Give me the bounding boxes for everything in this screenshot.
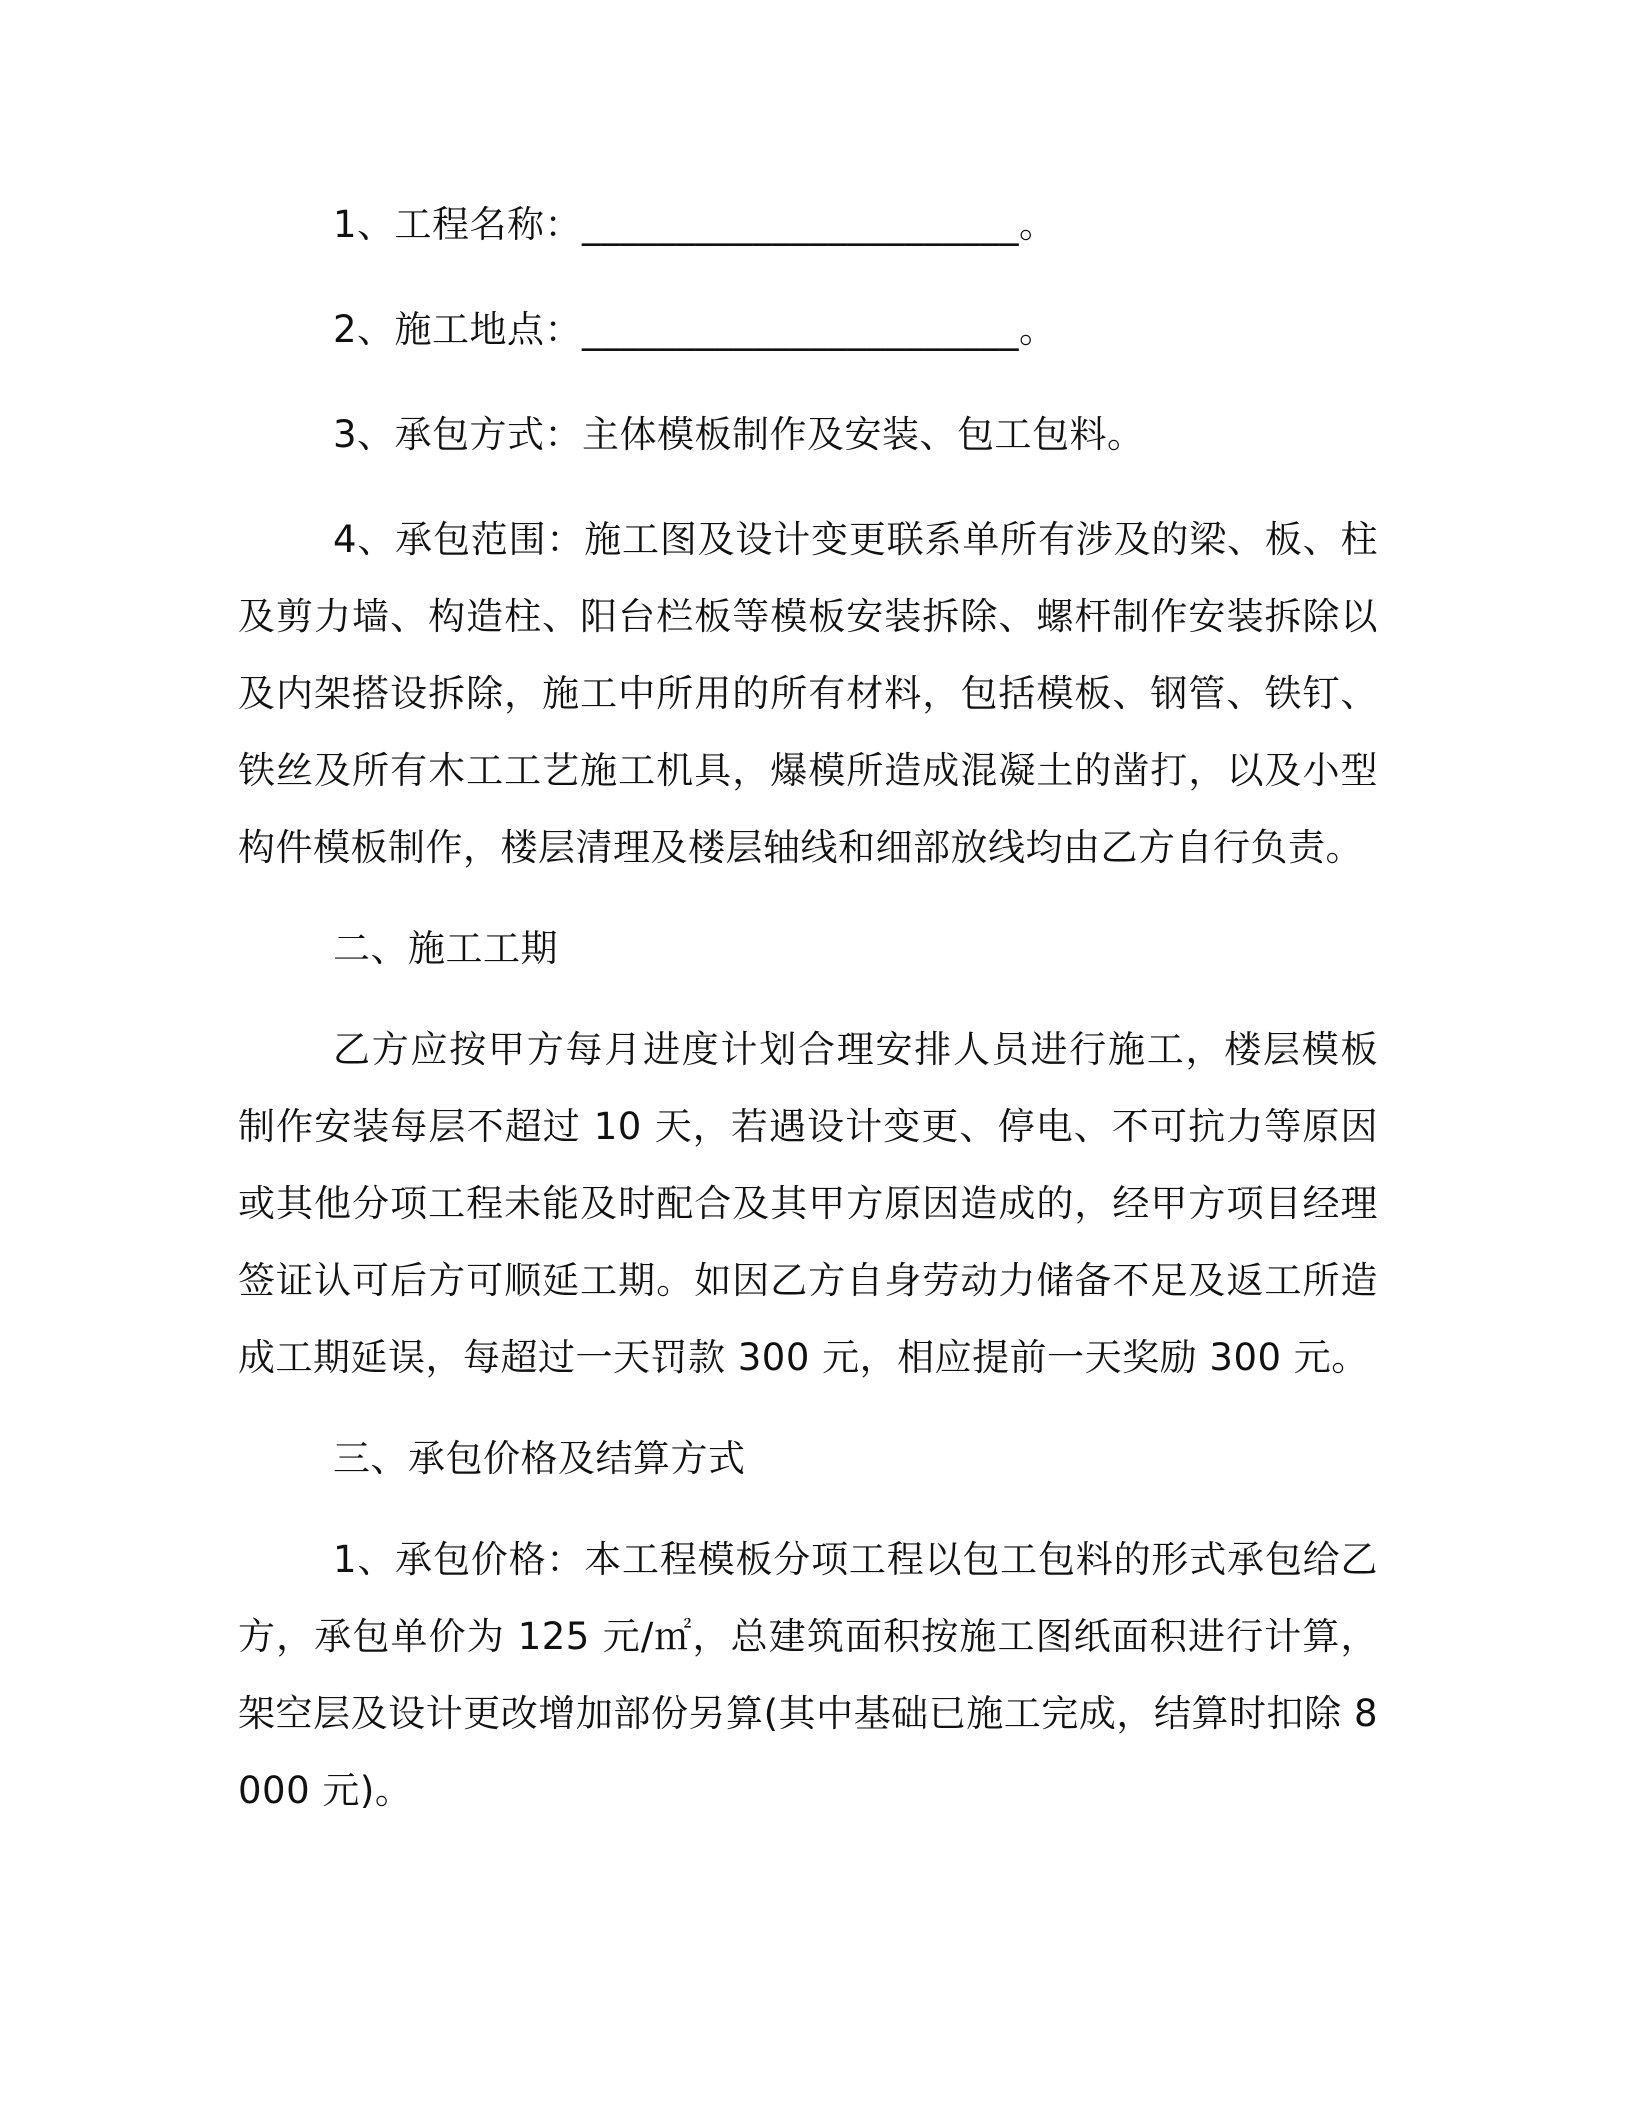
- document-body: [238, 186, 1378, 1829]
- item-construction-site: 2、施工地点：_______________________。: [333, 308, 1057, 351]
- price-paragraph: 1、承包价格：本工程模板分项工程以包工包料的形式承包给乙方，承包单价为 125 元/㎡，总建筑面积按施工图纸面积进行计算，架空层及设计更改增加部份另算(其中基础已施工完成，结算时扣除 8000 元)。: [238, 1538, 1378, 1812]
- section-heading-schedule: 二、施工工期: [333, 927, 558, 970]
- schedule-paragraph: 乙方应按甲方每月进度计划合理安排人员进行施工，楼层模板制作安装每层不超过 10 天，若遇设计变更、停电、不可抗力等原因或其他分项工程未能及时配合及其甲方原因造成的，经甲方项目经理签证认可后方可顺延工期。如因乙方自身劳动力储备不足及返工所造成工期延误，每超过一天罚款 300 元，相应提前一天奖励 300 元。: [238, 1028, 1378, 1379]
- item-contract-method: 3、承包方式：主体模板制作及安装、包工包料。: [333, 413, 1145, 456]
- section-heading-price: 三、承包价格及结算方式: [333, 1437, 746, 1480]
- item-contract-scope: 4、承包范围：施工图及设计变更联系单所有涉及的梁、板、柱及剪力墙、构造柱、阳台栏板等模板安装拆除、螺杆制作安装拆除以及内架搭设拆除，施工中所用的所有材料，包括模板、钢管、铁钉、铁丝及所有木工工艺施工机具，爆模所造成混凝土的凿打，以及小型构件模板制作，楼层清理及楼层轴线和细部放线均由乙方自行负责。: [238, 518, 1378, 869]
- item-project-name: 1、工程名称：_______________________。: [333, 203, 1057, 246]
